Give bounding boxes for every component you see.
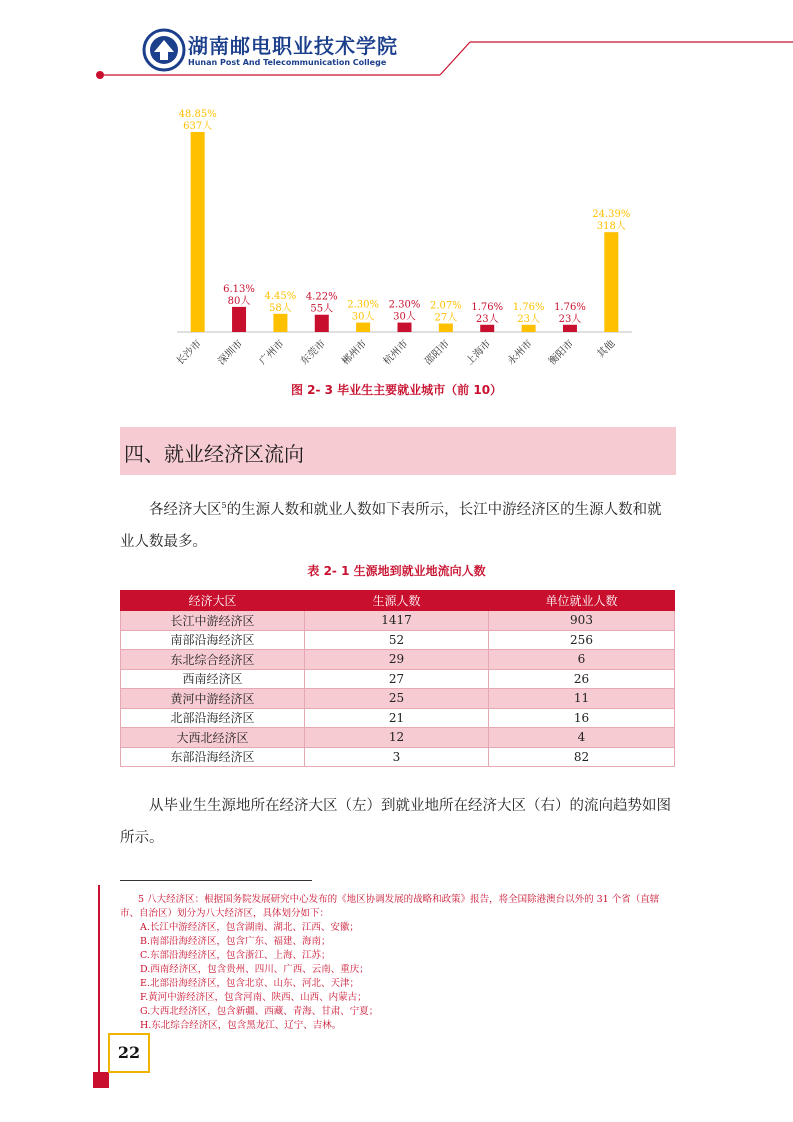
table-cell: 25 (305, 689, 489, 709)
footnote-divider (120, 880, 312, 881)
bar-count-label: 27人 (434, 312, 458, 324)
table-cell: 3 (305, 747, 489, 767)
bar-count-label: 23人 (475, 313, 499, 325)
bar-percent-label: 4.22% (305, 291, 338, 303)
table-cell: 29 (305, 650, 489, 670)
bar-count-label: 30人 (393, 311, 416, 323)
x-tick-label: 邵阳市 (422, 338, 452, 368)
table-cell: 黄河中游经济区 (121, 689, 305, 709)
table-cell: 256 (489, 630, 675, 650)
bar-count-label: 318人 (596, 221, 626, 233)
table-cell: 4 (489, 728, 675, 748)
table-row (121, 728, 675, 748)
bar-count-label: 55人 (310, 303, 334, 315)
table-row (121, 669, 675, 689)
table-header-cell: 经济大区 (121, 591, 305, 611)
table-cell: 12 (305, 728, 489, 748)
table-cell: 903 (489, 611, 675, 631)
x-tick-label: 郴州市 (340, 338, 370, 368)
table-cell: 西南经济区 (121, 669, 305, 689)
table-header-row (121, 591, 675, 611)
bar-9 (563, 325, 577, 332)
bar-2 (273, 314, 287, 332)
college-logo-icon (142, 28, 186, 72)
section-heading (120, 427, 676, 475)
table-row (121, 747, 675, 767)
footnote-ref: 5 (221, 501, 227, 510)
bar-count-label: 637人 (183, 121, 213, 132)
bar-count-label: 23人 (558, 313, 582, 325)
x-tick-label: 其他 (595, 338, 618, 361)
table-caption: 表 2- 1 生源地到就业地流向人数 (307, 564, 486, 578)
table-cell: 11 (489, 689, 675, 709)
bar-percent-label: 1.76% (554, 301, 586, 313)
x-tick-label: 永州市 (505, 338, 535, 368)
footnote-item: E.北部沿海经济区，包含北京、山东、河北、天津； (140, 978, 359, 989)
footnote-intro: 5 八大经济区：根据国务院发展研究中心发布的《地区协调发展的战略和政策》报告，将全国除港澳台以外的 31 个省（直辖市、自治区）划分为八大经济区，具体划分如下： (120, 894, 660, 919)
table-row (121, 650, 675, 670)
footnote-item: C.东部沿海经济区，包含浙江、上海、江苏； (140, 950, 331, 961)
footnote-item: H.东北综合经济区，包含黑龙江、辽宁、吉林。 (140, 1020, 342, 1031)
footnote-item: A.长江中游经济区，包含湖南、湖北、江西、安徽； (140, 922, 359, 933)
footnote (120, 893, 676, 1033)
x-tick-label: 深圳市 (216, 338, 246, 368)
bar-count-label: 23人 (517, 313, 540, 325)
paragraph-economic-regions (120, 490, 676, 558)
bar-count-label: 80人 (227, 295, 251, 307)
bar-7 (480, 325, 494, 332)
x-tick-label: 东莞市 (298, 338, 328, 368)
table-cell: 82 (489, 747, 675, 767)
x-tick-label: 衡阳市 (547, 338, 577, 368)
table-cell: 东部沿海经济区 (121, 747, 305, 767)
college-name-cn: 湖南邮电职业技术学院 (188, 34, 398, 58)
table-cell: 南部沿海经济区 (121, 630, 305, 650)
bar-percent-label: 2.07% (429, 300, 462, 312)
table-cell: 1417 (305, 611, 489, 631)
bar-0 (191, 132, 205, 332)
bar-count-label: 30人 (351, 311, 375, 323)
bar-percent-label: 1.76% (471, 301, 504, 313)
bar-5 (398, 323, 412, 332)
bar-percent-label: 48.85% (178, 109, 217, 120)
bar-percent-label: 2.30% (347, 299, 380, 311)
paragraph-text-a: 各经济大区 (149, 501, 222, 518)
bar-percent-label: 1.76% (512, 301, 545, 313)
paragraph-text: 从毕业生生源地所在经济大区（左）到就业地所在经济大区（右）的流向趋势如图所示。 (120, 798, 671, 846)
bar-percent-label: 24.39% (592, 209, 631, 221)
bar-percent-label: 2.30% (388, 299, 421, 311)
footnote-item: B.南部沿海经济区，包含广东、福建、海南； (140, 936, 331, 947)
table-row (121, 689, 675, 709)
table-row (121, 708, 675, 728)
corner-square (93, 1072, 109, 1088)
table-header-cell: 单位就业人数 (489, 591, 675, 611)
footnote-item: G.大西北经济区，包含新疆、西藏、青海、甘肃、宁夏； (140, 1006, 379, 1017)
table-cell: 北部沿海经济区 (121, 708, 305, 728)
table-cell: 大西北经济区 (121, 728, 305, 748)
table-row (121, 630, 675, 650)
table-cell: 东北综合经济区 (121, 650, 305, 670)
table-header-cell: 生源人数 (305, 591, 489, 611)
table-cell: 26 (489, 669, 675, 689)
college-name-en: Hunan Post And Telecommunication College (188, 58, 387, 67)
table-cell: 6 (489, 650, 675, 670)
x-tick-label: 长沙市 (174, 338, 204, 368)
x-tick-label: 广州市 (257, 338, 287, 368)
table-cell: 52 (305, 630, 489, 650)
bar-10 (604, 232, 618, 332)
table-cell: 21 (305, 708, 489, 728)
x-tick-label: 上海市 (464, 338, 494, 368)
bar-4 (356, 323, 370, 332)
bar-6 (439, 324, 453, 332)
bar-percent-label: 4.45% (264, 290, 297, 302)
table-cell: 16 (489, 708, 675, 728)
bar-count-label: 58人 (269, 302, 292, 314)
page-number: 22 (108, 1033, 150, 1073)
bar-8 (522, 325, 536, 332)
footnote-item: F.黄河中游经济区，包含河南、陕西、山西、内蒙古； (140, 992, 367, 1003)
flow-table (120, 590, 675, 767)
x-tick-label: 杭州市 (381, 338, 411, 368)
paragraph-text-b: 的生源人数和就业人数如下表所示，长江中游经济区的生源人数和就业人数最多。 (120, 501, 662, 550)
section-title: 四、就业经济区流向 (124, 442, 304, 466)
table-row (121, 611, 675, 631)
employment-city-bar-chart (0, 95, 793, 385)
bar-3 (315, 315, 329, 332)
figure-caption: 图 2- 3 毕业生主要就业城市（前 10） (290, 383, 503, 397)
table-cell: 长江中游经济区 (121, 611, 305, 631)
bar-1 (232, 307, 246, 332)
footnote-item: D.西南经济区，包含贵州、四川、广西、云南、重庆； (140, 964, 369, 975)
table-cell: 27 (305, 669, 489, 689)
bar-percent-label: 6.13% (223, 283, 255, 295)
paragraph-flow-trend (120, 790, 676, 854)
